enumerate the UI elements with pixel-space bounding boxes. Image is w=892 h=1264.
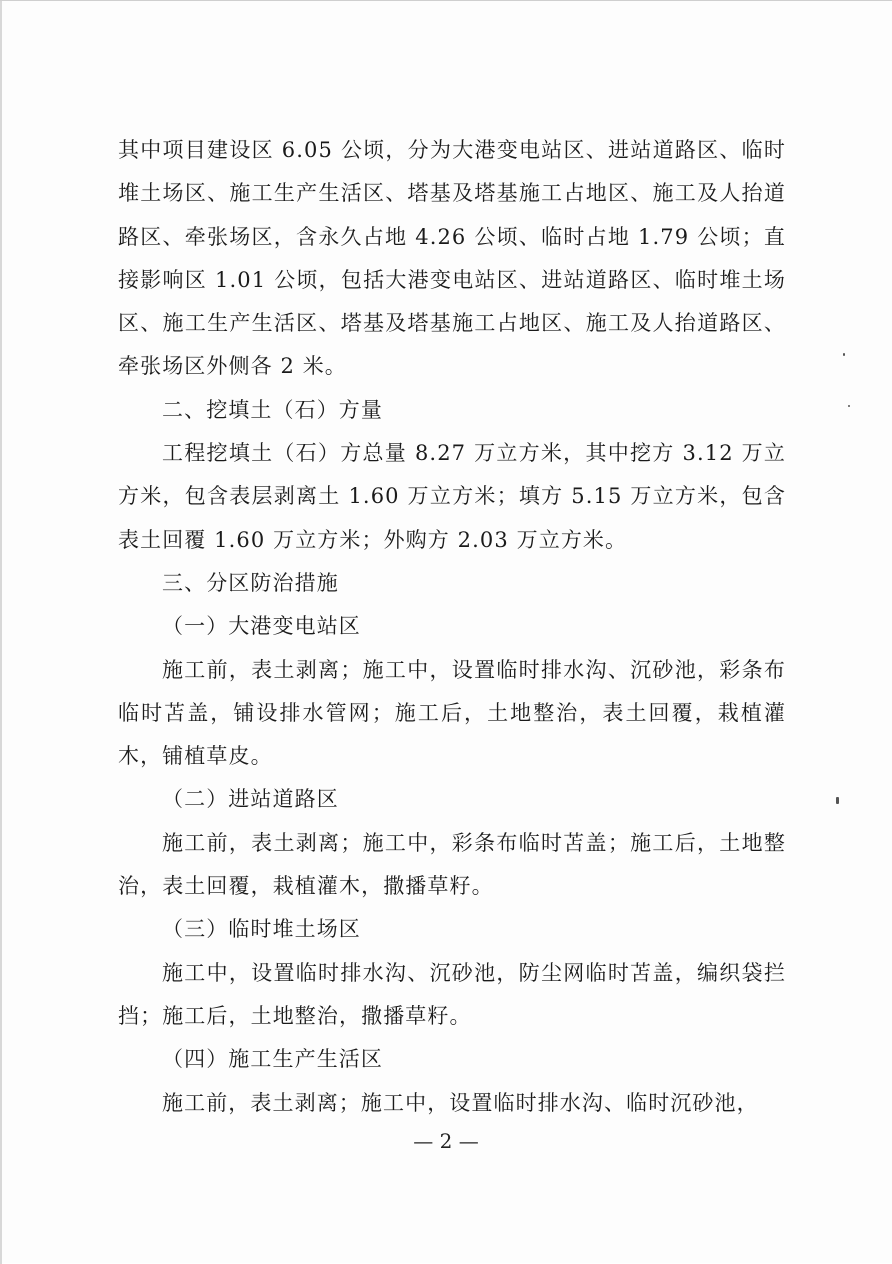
paragraph-soil-storage-measures: 施工中，设置临时排水沟、沉砂池，防尘网临时苫盖，编织袋拦挡；施工后，土地整治，撒播草籽。 <box>118 960 786 1028</box>
subheading-soil-storage: （三）临时堆土场区 <box>162 917 361 942</box>
subheading-construction-living: （四）施工生产生活区 <box>162 1047 383 1072</box>
paragraph-area-description: 其中项目建设区 6.05 公顷，分为大港变电站区、进站道路区、临时堆土场区、施工生产生活区、塔基及塔基施工占地区、施工及人抬道路区、牵张场区，含永久占地 4.26 公顷、临时占地 1.79 公顷；直接影响区 1.01 公顷，包括大港变电站区、进站道路区、临时堆土场区、施工生产生活区、塔基及塔基施工占地区、施工及人抬道路区、牵张场区外侧各 2 米。 <box>118 138 786 379</box>
scan-speck <box>848 405 850 407</box>
paragraph-earthwork-volume: 工程挖填土（石）方总量 8.27 万立方米，其中挖方 3.12 万立方米，包含表层剥离土 1.60 万立方米；填方 5.15 万立方米，包含表土回覆 1.60 万立方米；外购方 2.03 万立方米。 <box>118 441 786 552</box>
subheading-access-road: （二）进站道路区 <box>162 787 339 812</box>
section-heading-earthwork: 二、挖填土（石）方量 <box>162 397 383 422</box>
scan-speck <box>836 797 839 804</box>
document-body <box>118 129 786 1125</box>
section-heading-measures: 三、分区防治措施 <box>162 570 339 595</box>
paragraph-access-road-measures: 施工前，表土剥离；施工中，彩条布临时苫盖；施工后，土地整治，表土回覆，栽植灌木，撒播草籽。 <box>118 830 786 899</box>
page-number: — 2 — <box>413 1129 479 1153</box>
scan-speck <box>843 353 845 356</box>
subheading-substation: （一）大港变电站区 <box>162 614 361 639</box>
paragraph-substation-measures: 施工前，表土剥离；施工中，设置临时排水沟、沉砂池，彩条布临时苫盖，铺设排水管网；施工后，土地整治，表土回覆，栽植灌木，铺植草皮。 <box>118 657 786 769</box>
scan-edge <box>0 1 2 1264</box>
paragraph-construction-living-measures: 施工前，表土剥离；施工中，设置临时排水沟、临时沉砂池， <box>162 1090 759 1115</box>
